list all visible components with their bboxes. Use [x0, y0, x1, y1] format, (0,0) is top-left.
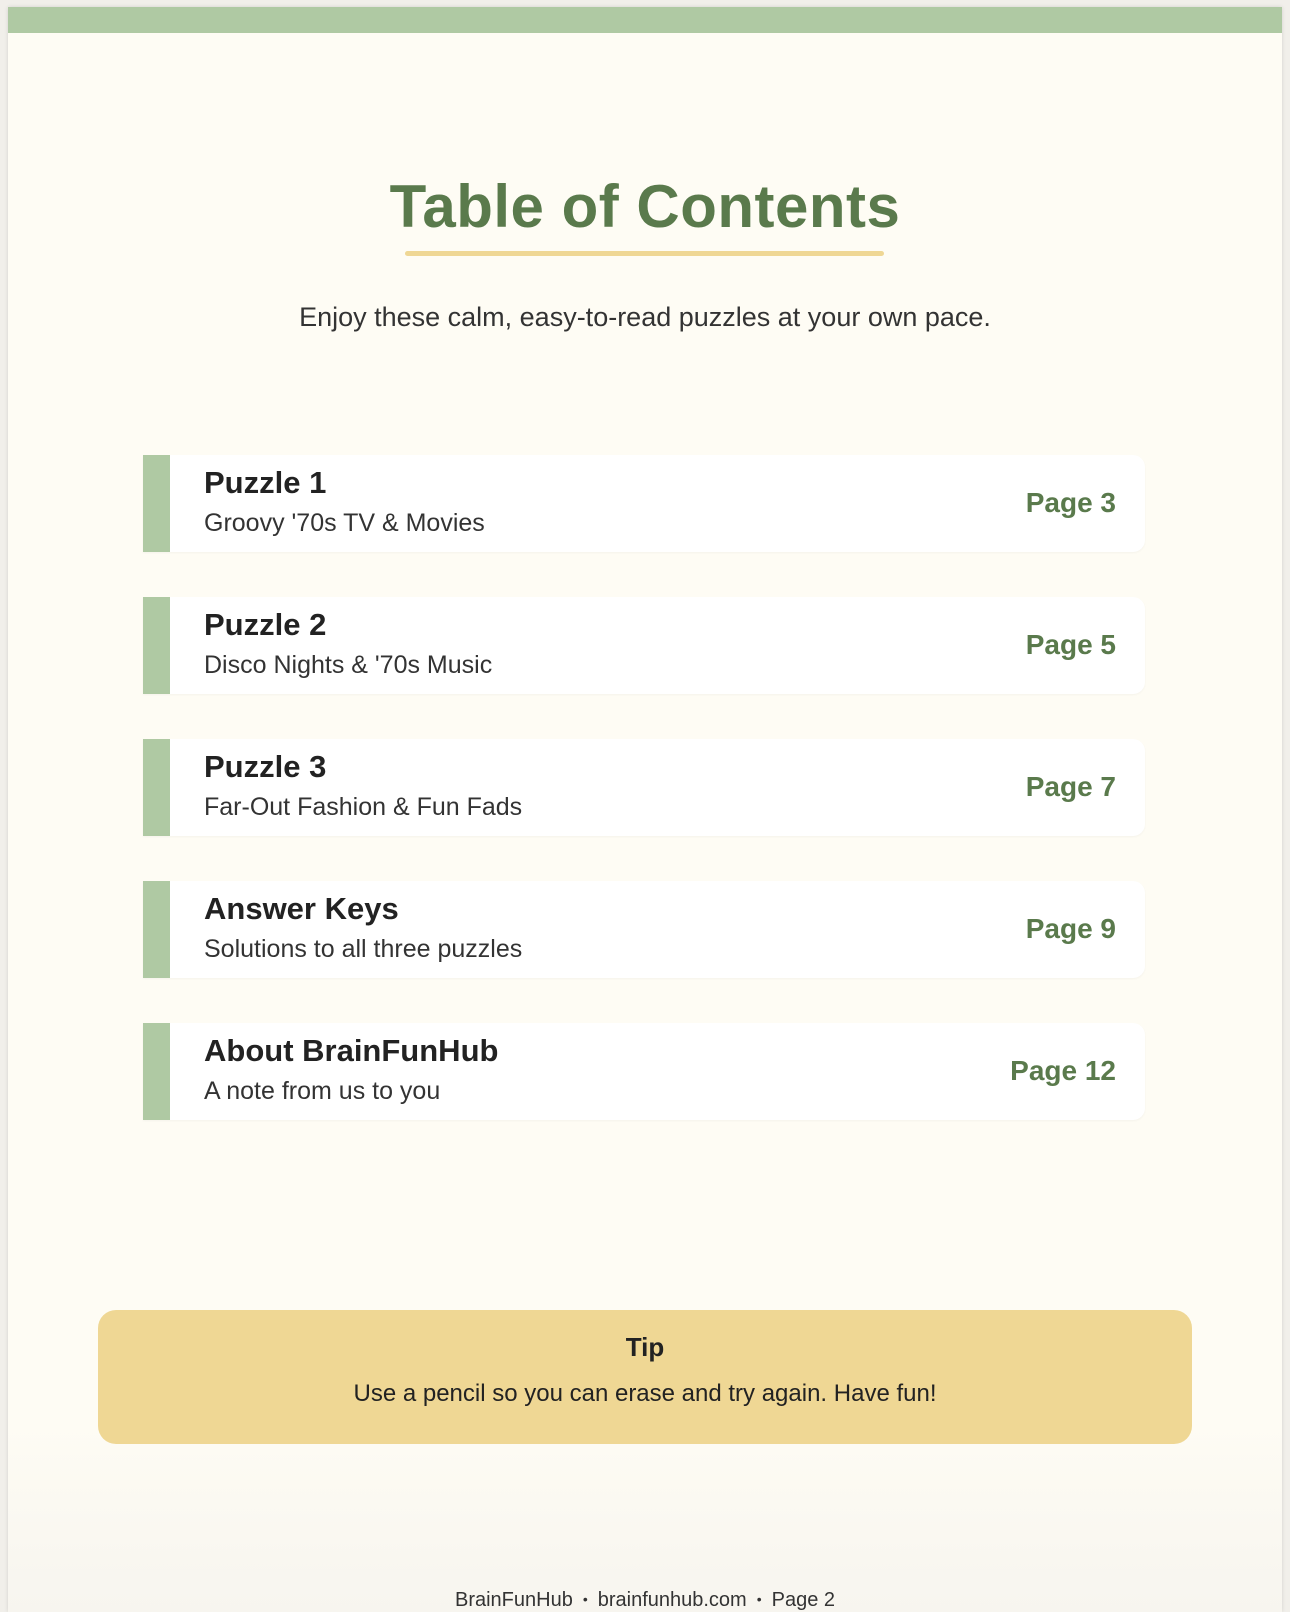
tip-text: Use a pencil so you can erase and try again. Have fun!: [353, 1380, 937, 1407]
footer-separator: •: [756, 1591, 762, 1607]
toc-item-puzzle-1[interactable]: [143, 455, 1145, 552]
title-underline: [405, 251, 884, 256]
toc-item-title: Puzzle 3: [204, 749, 327, 784]
toc-item-answer-keys[interactable]: [143, 881, 1145, 978]
toc-list: [143, 455, 1145, 1165]
toc-item-page-number: Page 12: [1010, 1055, 1116, 1086]
toc-item-description: A note from us to you: [204, 1077, 441, 1105]
footer-page-number: Page 2: [771, 1589, 836, 1611]
toc-item-page-number: Page 7: [1025, 771, 1116, 802]
toc-item-page-number: Page 9: [1025, 913, 1116, 944]
toc-item-description: Groovy '70s TV & Movies: [204, 509, 485, 537]
footer-separator: •: [582, 1591, 588, 1607]
tip-callout: [98, 1310, 1192, 1444]
toc-item-accent: [143, 739, 170, 836]
footer-url[interactable]: brainfunhub.com: [597, 1589, 747, 1611]
tip-title: Tip: [625, 1332, 665, 1362]
page-title: Table of Contents: [389, 173, 901, 240]
toc-item-description: Far-Out Fashion & Fun Fads: [204, 793, 523, 821]
toc-item-accent: [143, 881, 170, 978]
toc-item-title: Puzzle 2: [204, 607, 327, 642]
page-footer: [8, 1589, 1282, 1612]
toc-item-description: Solutions to all three puzzles: [204, 935, 523, 963]
toc-item-puzzle-2[interactable]: [143, 597, 1145, 694]
toc-item-title: Puzzle 1: [204, 465, 327, 500]
toc-item-title: Answer Keys: [204, 891, 399, 926]
toc-item-accent: [143, 1023, 170, 1120]
footer-brand: BrainFunHub: [454, 1589, 573, 1611]
toc-item-accent: [143, 597, 170, 694]
toc-item-accent: [143, 455, 170, 552]
toc-item-title: About BrainFunHub: [204, 1033, 499, 1068]
page-subtitle: Enjoy these calm, easy-to-read puzzles at your own pace.: [299, 302, 991, 332]
toc-item-about[interactable]: [143, 1023, 1145, 1120]
toc-item-puzzle-3[interactable]: [143, 739, 1145, 836]
toc-item-page-number: Page 3: [1025, 487, 1116, 518]
top-accent-bar: [8, 7, 1282, 33]
toc-item-page-number: Page 5: [1025, 629, 1116, 660]
toc-item-description: Disco Nights & '70s Music: [204, 651, 493, 679]
document-page: [8, 7, 1282, 1612]
